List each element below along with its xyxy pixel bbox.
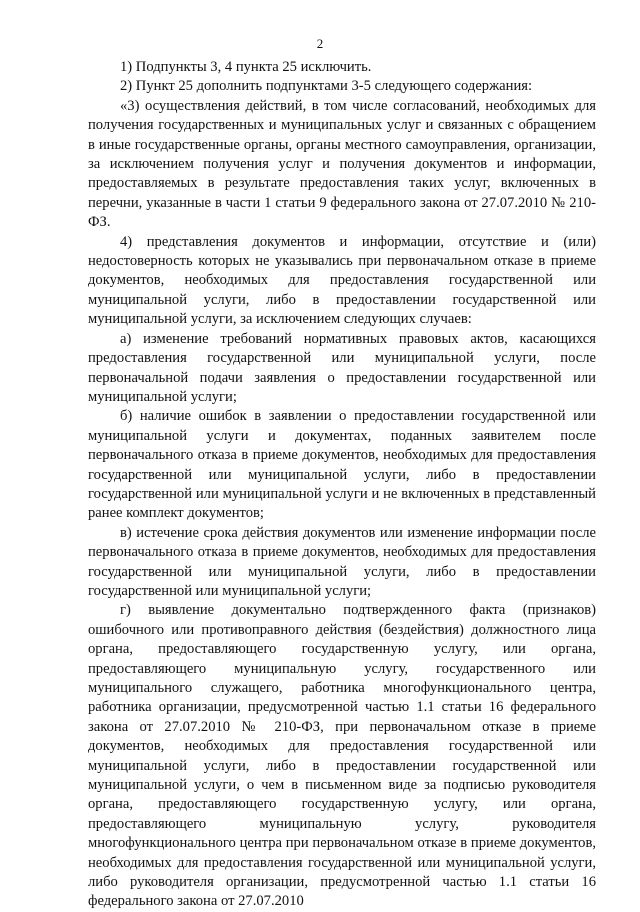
paragraph-case-g: г) выявление документально подтвержденного факта (признаков) ошибочного или противоправного действия (бездействия) должностного лица органа, предоставляющего государственную услугу, или органа, предоставляющего муниципальную услугу, государственного или муниципального служащего, работника многофункционального центра, работника организации, предусмотренной частью 1.1 статьи 16 федерального закона от 27.07.2010 № 210-ФЗ, при первоначальном отказе в приеме документов, необходимых для предоставления государственной или муниципальной услуги, либо в предоставлении государственной или муниципальной услуги, о чем в письменном виде за подписью руководителя органа, предоставляющего государственную услугу, или органа, предоставляющего муниципальную услугу, руководителя многофункционального центра при первоначальном отказе в приеме документов, необходимых для предоставления государственной или муниципальной услуги, либо руководителя организации, предусмотренной частью 1.1 статьи 16 федерального закона от 27.07.2010 [88,602,596,910]
paragraph-case-v: в) истечение срока действия документов или изменение информации после первоначального отказа в приеме документов, необходимых для предоставления государственной или муниципальной услуги, либо в предоставлении государственной или муниципальной услуги; [88,524,596,599]
paragraph-case-a: а) изменение требований нормативных правовых актов, касающихся предоставления государственной или муниципальной услуги, после первоначальной подачи заявления о предоставлении государственной или муниципальной услуги; [88,330,596,405]
paragraph-item-1-amendment: 1) Подпункты 3, 4 пункта 25 исключить. [120,59,372,75]
paragraph-item-2-amendment: 2) Пункт 25 дополнить подпунктами 3-5 следующего содержания: [120,78,533,95]
paragraph-subitem-4: 4) представления документов и информации, отсутствие и (или) недостоверность которых не указывались при первоначальном отказе в приеме документов, необходимых для предоставления государственной или муниципальной услуги, либо в предоставлении государственной или муниципальной услуги, за исключением следующих случаев: [88,233,596,328]
document-body [88,58,596,912]
paragraph-subitem-3: «3) осуществления действий, в том числе согласований, необходимых для получения государственных и муниципальных услуг и связанных с обращением в иные государственные органы, органы местного самоуправления, организации, за исключением получения услуг и получения документов и информации, предоставляемых в результате предоставления таких услуг, включенных в перечни, указанные в части 1 статьи 9 федерального закона от 27.07.2010 № 210-ФЗ. [88,97,596,231]
paragraph-case-b: б) наличие ошибок в заявлении о предоставлении государственной или муниципальной услуги и документах, поданных заявителем после первоначального отказа в приеме документов, необходимых для предоставления государственной или муниципальной услуги, либо в предоставлении государственной или муниципальной услуги и не включенных в представленный ранее комплект документов; [88,408,596,522]
page-number: 2 [316,36,324,51]
